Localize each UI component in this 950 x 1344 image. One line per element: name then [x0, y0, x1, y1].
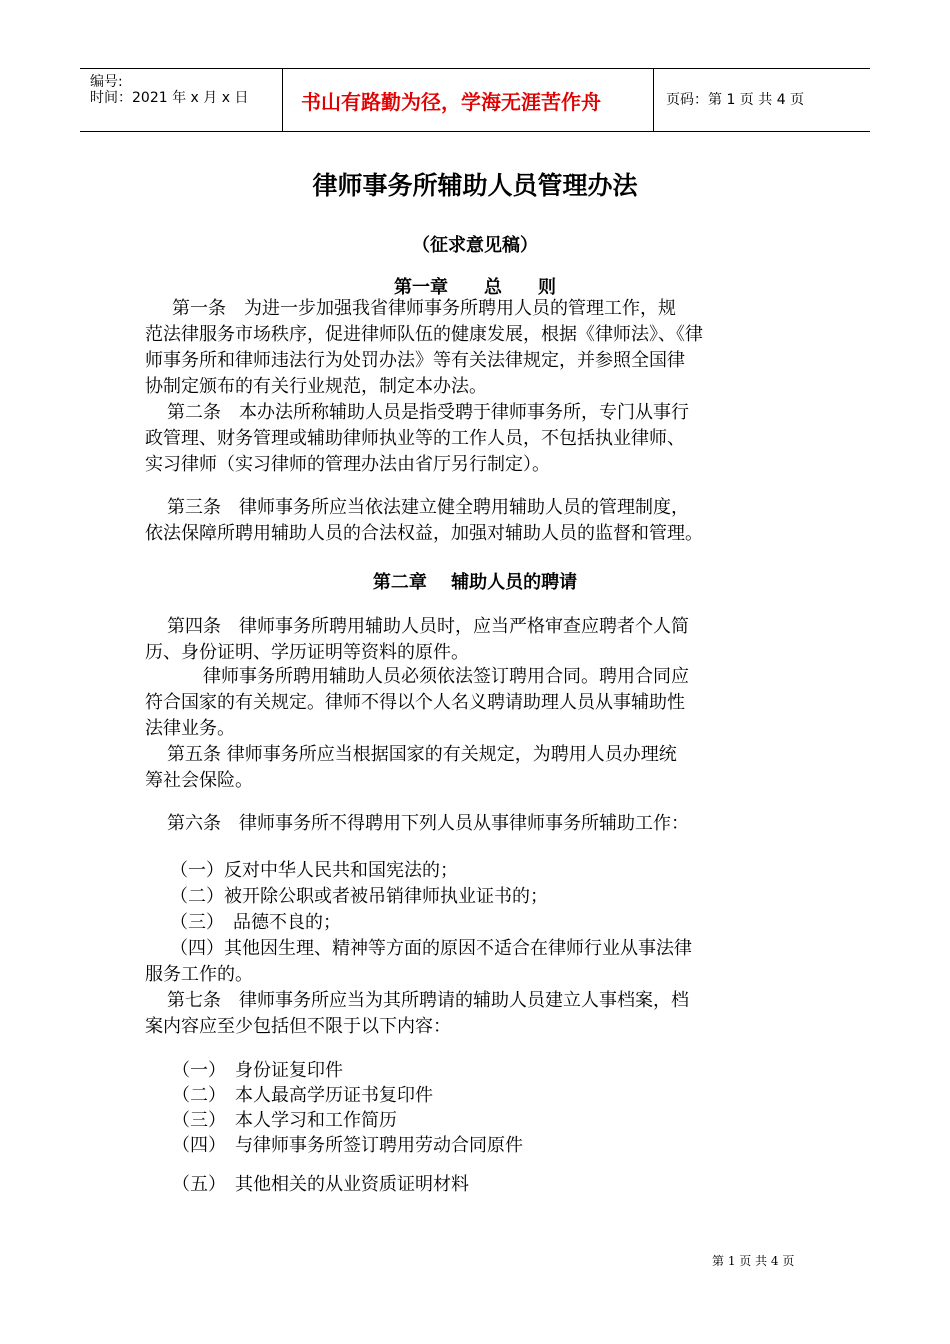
list-item: （三） 本人学习和工作简历 — [172, 1110, 397, 1131]
list-item: （二） 本人最高学历证书复印件 — [172, 1085, 433, 1106]
time-label: 时间：2021 年 x 月 x 日 — [90, 90, 249, 106]
body-line: 第七条 律师事务所应当为其所聘请的辅助人员建立人事档案，档 — [167, 990, 689, 1011]
body-line: （四）其他因生理、精神等方面的原因不适合在律师行业从事法律 — [170, 938, 692, 959]
body-line: 法律业务。 — [145, 718, 235, 739]
page-info-text: 页码：第 1 页 共 4 页 — [666, 92, 805, 108]
motto-text: 书山有路勤为径，学海无涯苦作舟 — [301, 90, 601, 114]
body-line: 第二条 本办法所称辅助人员是指受聘于律师事务所，专门从事行 — [167, 402, 689, 423]
page-header — [80, 68, 870, 132]
body-line: 依法保障所聘用辅助人员的合法权益，加强对辅助人员的监督和管理。 — [145, 523, 703, 544]
body-line: 第一条 为进一步加强我省律师事务所聘用人员的管理工作，规 — [172, 298, 676, 319]
list-item: （五） 其他相关的从业资质证明材料 — [172, 1174, 469, 1195]
number-label: 编号: — [90, 74, 123, 90]
body-line: 第三条 律师事务所应当依法建立健全聘用辅助人员的管理制度， — [167, 497, 689, 518]
body-line: 符合国家的有关规定。律师不得以个人名义聘请助理人员从事辅助性 — [145, 692, 685, 713]
body-line: 第六条 律师事务所不得聘用下列人员从事律师事务所辅助工作： — [167, 813, 689, 834]
document-title: 律师事务所辅助人员管理办法 — [312, 171, 638, 200]
header-motto — [283, 69, 654, 131]
document-subtitle: （征求意见稿） — [412, 235, 538, 256]
body-line: 范法律服务市场秩序，促进律师队伍的健康发展，根据《律师法》、《律 — [145, 324, 703, 345]
body-line: 第四条 律师事务所聘用辅助人员时，应当严格审查应聘者个人简 — [167, 616, 689, 637]
body-line: （一）反对中华人民共和国宪法的； — [170, 860, 458, 881]
body-line: （二）被开除公职或者被吊销律师执业证书的； — [170, 886, 548, 907]
page-footer: 第 1 页 共 4 页 — [712, 1254, 795, 1268]
body-line: 历、身份证明、学历证明等资料的原件。 — [145, 642, 469, 663]
list-item: （四） 与律师事务所签订聘用劳动合同原件 — [172, 1135, 523, 1156]
body-line: 政管理、财务管理或辅助律师执业等的工作人员，不包括执业律师、 — [145, 428, 685, 449]
list-item: （一） 身份证复印件 — [172, 1060, 343, 1081]
chapter-1-heading: 第一章 总 则 — [394, 277, 556, 298]
body-line: 服务工作的。 — [145, 964, 253, 985]
body-line: 协制定颁布的有关行业规范，制定本办法。 — [145, 376, 487, 397]
chapter-2-heading: 第二章 辅助人员的聘请 — [372, 572, 578, 593]
body-line: 实习律师（实习律师的管理办法由省厅另行制定）。 — [145, 454, 550, 475]
body-line: （三） 品德不良的； — [170, 912, 341, 933]
header-meta — [80, 69, 283, 131]
body-line: 筹社会保险。 — [145, 770, 253, 791]
body-line: 师事务所和律师违法行为处罚办法》等有关法律规定，并参照全国律 — [145, 350, 685, 371]
body-line: 第五条 律师事务所应当根据国家的有关规定，为聘用人员办理统 — [167, 744, 677, 765]
body-line: 案内容应至少包括但不限于以下内容： — [145, 1016, 451, 1037]
header-page-info — [654, 69, 870, 131]
body-line: 律师事务所聘用辅助人员必须依法签订聘用合同。聘用合同应 — [203, 666, 689, 687]
